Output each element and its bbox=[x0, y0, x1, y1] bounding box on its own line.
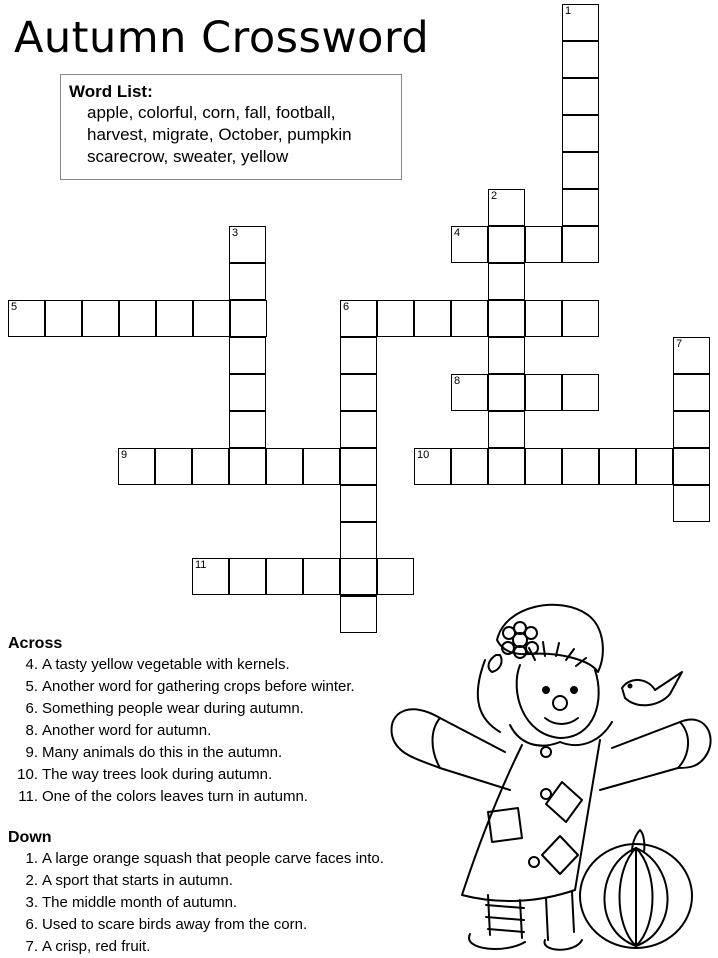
clue-number: 5. bbox=[25, 678, 38, 695]
crossword-cell[interactable] bbox=[488, 189, 525, 226]
crossword-cell[interactable] bbox=[229, 448, 266, 485]
crossword-cell[interactable] bbox=[562, 374, 599, 411]
clue-number: 11. bbox=[18, 788, 38, 805]
crossword-cell[interactable] bbox=[562, 41, 599, 78]
crossword-cell[interactable] bbox=[229, 558, 266, 595]
cell-number: 2 bbox=[491, 190, 498, 202]
cell-number: 10 bbox=[417, 449, 430, 461]
clue-number: 6. bbox=[25, 700, 38, 717]
crossword-cell[interactable] bbox=[673, 411, 710, 448]
clue-text: Another word for gathering crops before winter. bbox=[42, 678, 355, 695]
crossword-cell[interactable] bbox=[192, 448, 229, 485]
clue-number: 6. bbox=[25, 916, 38, 933]
across-clues bbox=[8, 634, 355, 808]
word-list-line: scarecrow, sweater, yellow bbox=[87, 147, 289, 166]
clue-number: 1. bbox=[25, 850, 38, 867]
cell-number: 11 bbox=[195, 559, 207, 571]
across-heading: Across bbox=[8, 635, 63, 652]
clue-across-10 bbox=[8, 764, 355, 786]
crossword-cell[interactable] bbox=[673, 485, 710, 522]
clue-down-7 bbox=[8, 936, 384, 958]
clue-text: Another word for autumn. bbox=[42, 722, 212, 739]
crossword-cell[interactable] bbox=[451, 300, 488, 337]
crossword-cell[interactable] bbox=[192, 558, 229, 595]
clue-number: 3. bbox=[25, 894, 38, 911]
clue-text: Used to scare birds away from the corn. bbox=[42, 916, 308, 933]
cell-number: 7 bbox=[676, 338, 683, 350]
crossword-cell[interactable] bbox=[340, 485, 377, 522]
clue-text: Something people wear during autumn. bbox=[42, 700, 304, 717]
crossword-cell[interactable] bbox=[488, 374, 525, 411]
crossword-cell[interactable] bbox=[562, 300, 599, 337]
crossword-cell[interactable] bbox=[377, 558, 414, 595]
clue-across-5 bbox=[8, 676, 355, 698]
word-list-line: apple, colorful, corn, fall, football, bbox=[87, 103, 336, 122]
clue-text: A sport that starts in autumn. bbox=[42, 872, 233, 889]
crossword-cell[interactable] bbox=[488, 448, 525, 485]
crossword-cell[interactable] bbox=[155, 448, 192, 485]
crossword-cell[interactable] bbox=[414, 448, 451, 485]
cell-number: 8 bbox=[454, 375, 461, 387]
crossword-cell[interactable] bbox=[119, 300, 156, 337]
crossword-cell[interactable] bbox=[303, 448, 340, 485]
scarecrow-illustration bbox=[385, 596, 718, 957]
page-title: Autumn Crossword bbox=[14, 13, 430, 63]
crossword-cell[interactable] bbox=[673, 448, 710, 485]
clue-across-11 bbox=[8, 786, 355, 808]
crossword-cell[interactable] bbox=[562, 152, 599, 189]
clue-down-3 bbox=[8, 892, 384, 914]
crossword-cell[interactable] bbox=[636, 448, 673, 485]
clue-across-4 bbox=[8, 654, 355, 676]
crossword-cell[interactable] bbox=[266, 448, 303, 485]
crossword-cell[interactable] bbox=[525, 374, 562, 411]
crossword-cell[interactable] bbox=[673, 337, 710, 374]
crossword-cell[interactable] bbox=[340, 448, 377, 485]
crossword-cell[interactable] bbox=[229, 263, 266, 300]
crossword-cell[interactable] bbox=[118, 448, 155, 485]
clue-text: The middle month of autumn. bbox=[42, 894, 238, 911]
crossword-cell[interactable] bbox=[599, 448, 636, 485]
crossword-cell[interactable] bbox=[156, 300, 193, 337]
crossword-cell[interactable] bbox=[562, 226, 599, 263]
clue-text: One of the colors leaves turn in autumn. bbox=[42, 788, 308, 805]
clue-number: 7. bbox=[25, 938, 38, 955]
crossword-cell[interactable] bbox=[562, 189, 599, 226]
clue-text: The way trees look during autumn. bbox=[42, 766, 273, 783]
crossword-cell[interactable] bbox=[414, 300, 451, 337]
clue-down-1 bbox=[8, 848, 384, 870]
crossword-cell[interactable] bbox=[340, 596, 377, 633]
crossword-cell[interactable] bbox=[193, 300, 230, 337]
crossword-cell[interactable] bbox=[229, 226, 266, 263]
crossword-cell[interactable] bbox=[377, 300, 414, 337]
crossword-cell[interactable] bbox=[266, 558, 303, 595]
cell-number: 4 bbox=[454, 227, 461, 239]
crossword-cell[interactable] bbox=[8, 300, 45, 337]
crossword-cell[interactable] bbox=[340, 411, 377, 448]
crossword-cell[interactable] bbox=[303, 558, 340, 595]
cell-number: 5 bbox=[11, 301, 18, 313]
clue-text: A large orange squash that people carve faces into. bbox=[42, 850, 384, 867]
crossword-cell[interactable] bbox=[525, 448, 562, 485]
clue-down-2 bbox=[8, 870, 384, 892]
word-list-line: harvest, migrate, October, pumpkin bbox=[87, 125, 352, 144]
cell-number: 6 bbox=[343, 301, 350, 313]
crossword-cell[interactable] bbox=[82, 300, 119, 337]
crossword-cell[interactable] bbox=[340, 300, 377, 337]
clue-across-9 bbox=[8, 742, 355, 764]
clue-number: 8. bbox=[25, 722, 38, 739]
crossword-cell[interactable] bbox=[562, 78, 599, 115]
clue-number: 10. bbox=[17, 766, 38, 783]
cell-number: 1 bbox=[565, 5, 572, 17]
crossword-cell[interactable] bbox=[488, 226, 525, 263]
crossword-cell[interactable] bbox=[451, 374, 488, 411]
crossword-cell[interactable] bbox=[488, 263, 525, 300]
clue-number: 9. bbox=[25, 744, 38, 761]
clue-number: 4. bbox=[25, 656, 38, 673]
crossword-cell[interactable] bbox=[525, 226, 562, 263]
crossword-cell[interactable] bbox=[340, 558, 377, 595]
crossword-cell[interactable] bbox=[451, 226, 488, 263]
crossword-cell[interactable] bbox=[340, 522, 377, 559]
crossword-cell[interactable] bbox=[562, 448, 599, 485]
crossword-cell[interactable] bbox=[230, 300, 267, 337]
clue-down-6 bbox=[8, 914, 384, 936]
clue-text: A tasty yellow vegetable with kernels. bbox=[42, 656, 290, 673]
crossword-cell[interactable] bbox=[488, 300, 525, 337]
word-list-heading: Word List: bbox=[69, 82, 153, 101]
clue-across-8 bbox=[8, 720, 355, 742]
cell-number: 9 bbox=[121, 449, 128, 461]
crossword-cell[interactable] bbox=[488, 411, 525, 448]
crossword-cell[interactable] bbox=[45, 300, 82, 337]
crossword-cell[interactable] bbox=[340, 337, 377, 374]
cell-number: 3 bbox=[232, 227, 239, 239]
crossword-cell[interactable] bbox=[562, 4, 599, 41]
clue-text: A crisp, red fruit. bbox=[42, 938, 151, 955]
clue-number: 2. bbox=[25, 872, 38, 889]
down-clues bbox=[8, 828, 384, 958]
crossword-cell[interactable] bbox=[229, 337, 266, 374]
crossword-cell[interactable] bbox=[488, 337, 525, 374]
crossword-cell[interactable] bbox=[562, 115, 599, 152]
crossword-cell[interactable] bbox=[451, 448, 488, 485]
clue-text: Many animals do this in the autumn. bbox=[42, 744, 283, 761]
crossword-cell[interactable] bbox=[525, 300, 562, 337]
down-heading: Down bbox=[8, 829, 52, 846]
crossword-cell[interactable] bbox=[673, 374, 710, 411]
crossword-cell[interactable] bbox=[229, 374, 266, 411]
crossword-cell[interactable] bbox=[340, 374, 377, 411]
crossword-cell[interactable] bbox=[229, 411, 266, 448]
clue-across-6 bbox=[8, 698, 355, 720]
